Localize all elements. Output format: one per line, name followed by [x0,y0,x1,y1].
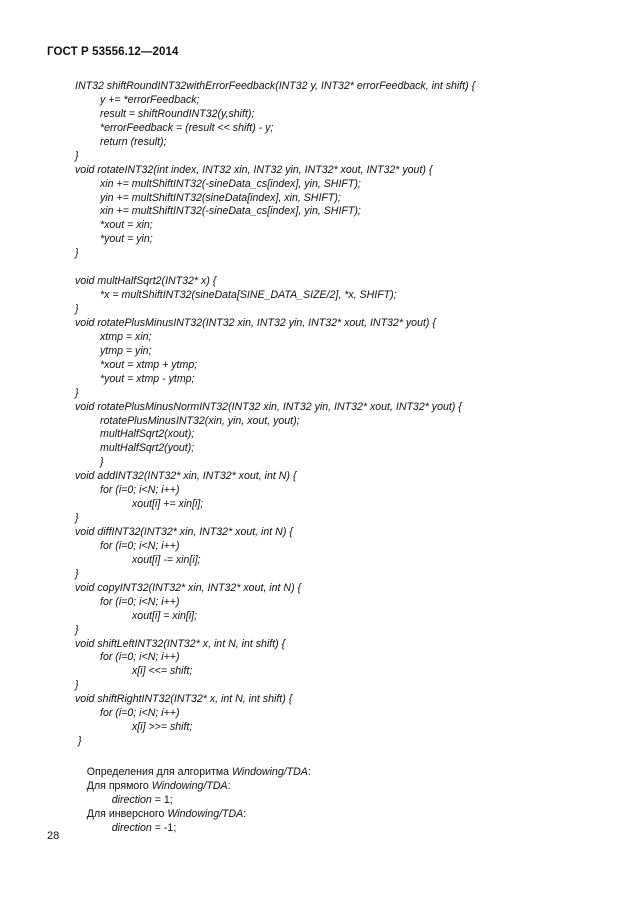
code-line: for (i=0; i<N; i++) [100,595,180,608]
code-line: void rotatePlusMinusNormINT32(INT32 xin, INT32 yin, INT32* xout, INT32* yout) { [75,400,462,413]
code-line: void rotateINT32(int index, INT32 xin, INT32 yin, INT32* xout, INT32* yout) { [75,163,433,176]
code-line: void multHalfSqrt2(INT32* x) { [75,275,217,288]
forward-assign-var: direction [111,793,152,806]
definitions-suffix: : [307,765,311,778]
inverse-assign-var: direction [111,821,152,834]
code-line: xout[i] = xin[i]; [132,609,198,622]
code-line: *x = multShiftINT32(sineData[SINE_DATA_SIZE/2], *x, SHIFT); [100,289,397,302]
prose-section [75,752,311,834]
code-line: } [75,247,79,260]
code-line: *xout = xtmp + ytmp; [100,358,198,371]
code-line: xout[i] -= xin[i]; [132,553,201,566]
forward-assign-val: = 1; [151,793,173,806]
forward-term: Windowing/TDA [151,779,228,792]
definitions-line [75,752,311,778]
code-line: } [75,679,79,692]
code-listing [75,80,595,749]
code-line: for (i=0; i<N; i++) [100,707,180,720]
page-number: 28 [47,830,60,842]
code-line: void rotatePlusMinusINT32(INT32 xin, INT32 yin, INT32* xout, INT32* yout) { [75,316,436,329]
inverse-prefix: Для инверсного [86,807,168,820]
code-line: multHalfSqrt2(xout); [100,428,195,441]
code-line: xin += multShiftINT32(-sineData_cs[index], yin, SHIFT); [100,205,361,218]
code-line: ytmp = yin; [100,344,152,357]
code-line: void addINT32(INT32* xin, INT32* xout, int N) { [75,470,297,483]
code-line: for (i=0; i<N; i++) [100,539,180,552]
forward-prefix: Для прямого [86,779,152,792]
definitions-term: Windowing/TDA [231,765,308,778]
code-line: xout[i] += xin[i]; [132,498,204,511]
code-line: xtmp = xin; [100,330,152,343]
code-line: void shiftRightINT32(INT32* x, int N, int shift) { [75,693,293,706]
document-header: ГОСТ Р 53556.12—2014 [47,46,179,58]
code-line: for (i=0; i<N; i++) [100,651,180,664]
code-line: *xout = xin; [100,219,153,232]
code-line: } [78,735,82,748]
code-line: y += *errorFeedback; [100,93,200,106]
inverse-assign-val: = -1; [151,821,177,834]
forward-suffix: : [227,779,231,792]
code-line: for (i=0; i<N; i++) [100,484,180,497]
code-line: multHalfSqrt2(yout); [100,442,195,455]
code-line: x[i] <<= shift; [132,665,193,678]
code-line: void copyINT32(INT32* xin, INT32* xout, int N) { [75,581,302,594]
code-line: } [75,149,79,162]
code-line: INT32 shiftRoundINT32withErrorFeedback(INT32 y, INT32* errorFeedback, int shift) { [75,80,476,92]
code-line: result = shiftRoundINT32(y,shift); [100,107,255,120]
code-line: return (result); [100,135,167,148]
code-line [75,261,595,275]
inverse-suffix: : [243,807,247,820]
code-line: void diffINT32(INT32* xin, INT32* xout, int N) { [75,526,293,538]
code-line: *yout = yin; [100,233,153,246]
code-line: x[i] >>= shift; [132,721,193,734]
code-line: yin += multShiftINT32(sineData[index], xin, SHIFT); [100,191,341,204]
code-line: *errorFeedback = (result << shift) - y; [100,121,274,134]
inverse-term: Windowing/TDA [167,807,244,820]
code-line: } [75,512,79,525]
code-line: } [75,386,79,399]
definitions-prefix: Определения для алгоритма [86,765,232,778]
code-line: *yout = xtmp - ytmp; [100,372,195,385]
code-line: void shiftLeftINT32(INT32* x, int N, int shift) { [75,637,286,650]
code-line: } [75,303,79,315]
code-line: } [75,623,79,636]
code-line: } [75,567,79,580]
code-line: } [100,456,104,469]
code-line: rotatePlusMinusINT32(xin, yin, xout, yout); [100,414,300,427]
code-line: xin += multShiftINT32(-sineData_cs[index], yin, SHIFT); [100,177,361,190]
